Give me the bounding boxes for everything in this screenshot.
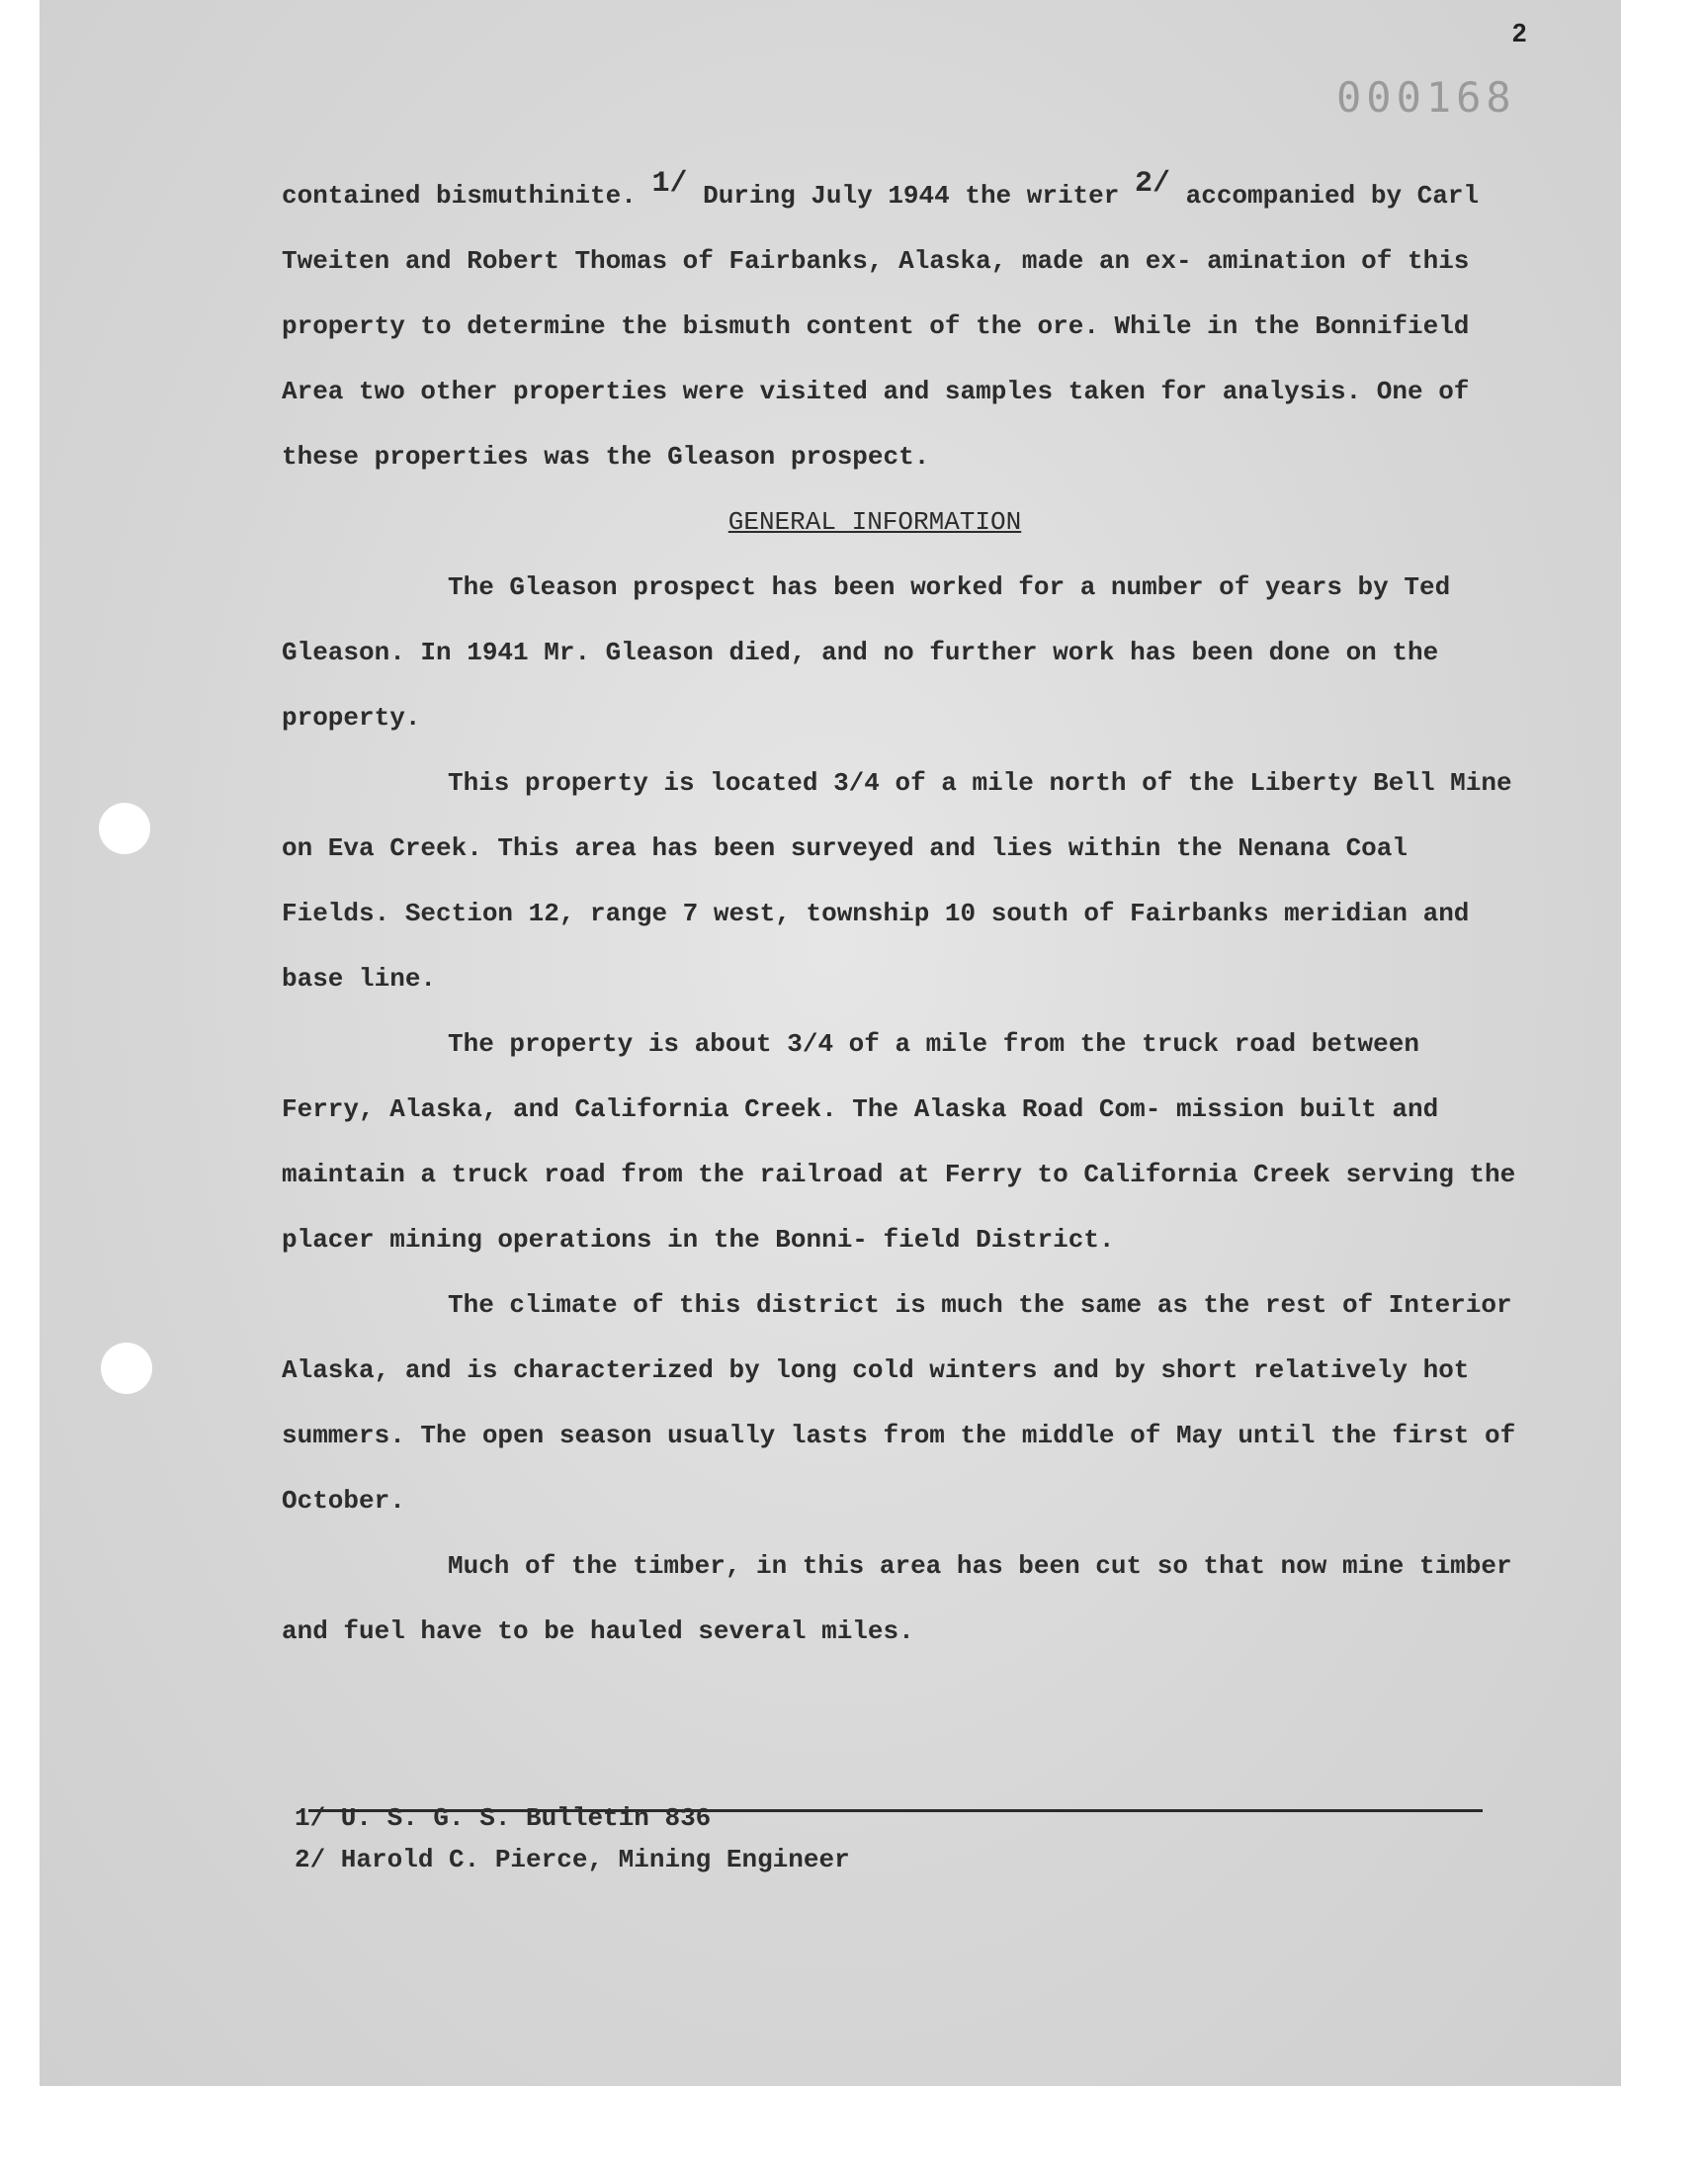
document-page — [40, 0, 1621, 2086]
section-heading — [282, 489, 1517, 555]
paragraph-timber: Much of the timber, in this area has been cut so that now mine timber and fuel have to be hauled several miles. — [282, 1551, 1512, 1646]
paragraph-history: The Gleason prospect has been worked for a number of years by Ted Gleason. In 1941 Mr. Gleason died, and no further work has been done on the property. — [282, 572, 1451, 733]
footnote-ref-2: 2/ — [1134, 167, 1170, 201]
footnote-1: 1/ U. S. G. S. Bulletin 836 — [295, 1803, 712, 1833]
section-heading-text: GENERAL INFORMATION — [727, 507, 1022, 537]
paragraph-location: This property is located 3/4 of a mile north of the Liberty Bell Mine on Eva Creek. This area has been surveyed and lies within the Nenana Coal Fields. Section 12, range 7 west, township 10 south of Fairbanks meridian and base line. — [282, 768, 1512, 994]
document-body — [282, 163, 1517, 1664]
footnotes — [295, 1797, 1382, 1880]
footnote-ref-1: 1/ — [651, 167, 688, 201]
intro-text-start: contained bismuthinite. — [282, 181, 637, 211]
intro-text-middle: During July 1944 the writer — [703, 181, 1120, 211]
paragraph-climate: The climate of this district is much the same as the rest of Interior Alaska, and is characterized by long cold winters and by short relatively hot summers. The open season usually lasts from the middle of May until the first of October. — [282, 1290, 1516, 1516]
document-stamp-number: 000168 — [1336, 73, 1516, 122]
punch-hole — [101, 1343, 152, 1394]
punch-hole — [99, 803, 150, 854]
page-number: 2 — [1512, 18, 1527, 47]
paragraph-access: The property is about 3/4 of a mile from the truck road between Ferry, Alaska, and California Creek. The Alaska Road Com- mission built and maintain a truck road from the railroad at Ferry to California Creek serving the placer mining operations in the Bonni- field District. — [282, 1029, 1516, 1255]
footnote-2: 2/ Harold C. Pierce, Mining Engineer — [295, 1845, 850, 1874]
intro-paragraph — [282, 163, 1517, 489]
intro-text-end: accompanied by Carl Tweiten and Robert Thomas of Fairbanks, Alaska, made an ex- amination of this property to determine the bismuth content of the ore. While in the Bonnifield Area two other properties were visited and samples taken for analysis. One of these properties was the Gleason prospect. — [282, 181, 1480, 472]
